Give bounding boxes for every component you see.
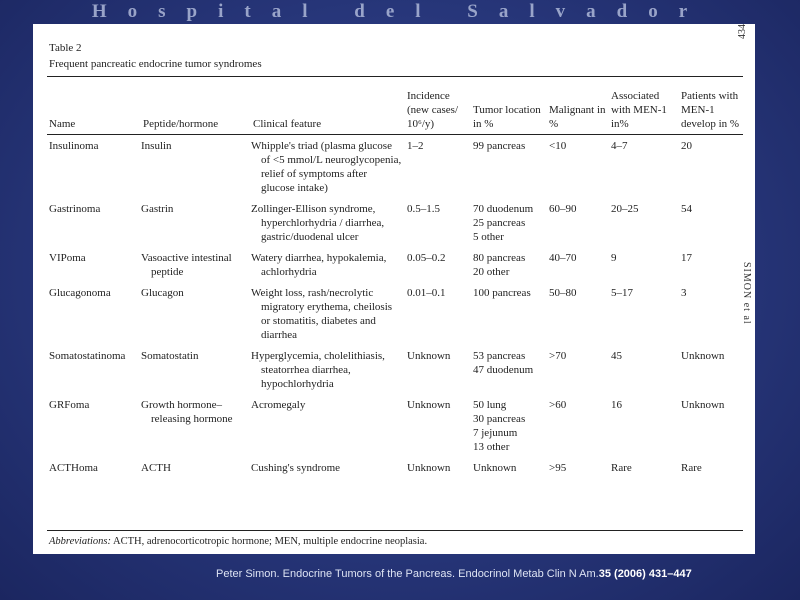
cell-incidence: 0.01–0.1 <box>407 287 446 299</box>
location-line: 47 duodenum <box>473 364 534 376</box>
footnote-label: Abbreviations: <box>49 536 112 547</box>
cell-men1: 9 <box>611 252 617 264</box>
cell-peptide: Somatostatin <box>141 350 199 362</box>
cell-location <box>471 393 547 456</box>
location-line: 53 pancreas <box>473 350 526 362</box>
cell-malignant: >95 <box>549 462 567 474</box>
cell-men1: 5–17 <box>611 287 633 299</box>
table-top-rule <box>47 76 743 77</box>
footnote-text: ACTH, adrenocorticotropic hormone; MEN, multiple endocrine neoplasia. <box>111 536 428 547</box>
citation <box>216 568 692 580</box>
cell-clinical: Hyperglycemia, cholelithiasis, steatorrhea diarrhea, hypochlorhydria <box>251 350 385 390</box>
cell-incidence: 0.5–1.5 <box>407 203 440 215</box>
cell-develop: Unknown <box>681 399 725 411</box>
table-row <box>47 134 743 197</box>
endocrine-tumor-table <box>47 78 743 477</box>
page-number: 434 <box>737 24 748 39</box>
cell-clinical: Cushing's syndrome <box>251 462 341 474</box>
location-line: 50 lung <box>473 399 507 411</box>
cell-location <box>471 246 547 281</box>
location-line: 80 pancreas <box>473 252 526 264</box>
cell-name: Glucagonoma <box>49 287 111 299</box>
cell-malignant: >70 <box>549 350 567 362</box>
column-header: Malignant in % <box>549 104 606 130</box>
cell-incidence: Unknown <box>407 350 451 362</box>
column-header: Name <box>49 118 76 130</box>
cell-incidence: Unknown <box>407 399 451 411</box>
cell-peptide: Growth hormone–releasing hormone <box>141 399 233 425</box>
cell-incidence: 0.05–0.2 <box>407 252 446 264</box>
cell-location <box>471 344 547 393</box>
cell-develop: Rare <box>681 462 702 474</box>
citation-text: Peter Simon. Endocrine Tumors of the Pancreas. Endocrinol Metab Clin N Am. <box>216 568 599 580</box>
abbreviations-footnote <box>49 536 427 547</box>
cell-develop: Unknown <box>681 350 725 362</box>
location-line: 100 pancreas <box>473 287 531 299</box>
column-header: Peptide/hormone <box>143 118 219 130</box>
location-line: 30 pancreas <box>473 413 526 425</box>
cell-location <box>471 281 547 344</box>
cell-malignant: 40–70 <box>549 252 577 264</box>
location-line: 13 other <box>473 441 510 453</box>
column-header: Tumor location in % <box>473 104 541 130</box>
table-header-row <box>47 78 743 134</box>
cell-incidence: 1–2 <box>407 140 424 152</box>
location-line: 25 pancreas <box>473 217 526 229</box>
table-caption: Frequent pancreatic endocrine tumor syndromes <box>49 58 262 70</box>
table-row <box>47 393 743 456</box>
citation-volume: 35 (2006) 431–447 <box>598 568 692 580</box>
table-row <box>47 456 743 477</box>
column-header: Incidence (new cases/ 10⁶/y) <box>407 90 459 130</box>
cell-clinical: Watery diarrhea, hypokalemia, achlorhydria <box>251 252 387 278</box>
cell-incidence: Unknown <box>407 462 451 474</box>
cell-men1: 45 <box>611 350 622 362</box>
location-line: 20 other <box>473 266 510 278</box>
column-header: Patients with MEN-1 develop in % <box>681 90 740 130</box>
column-header: Associated with MEN-1 in% <box>611 90 667 130</box>
document-page <box>33 24 755 554</box>
cell-clinical: Acromegaly <box>251 399 306 411</box>
table-row <box>47 246 743 281</box>
table-body <box>47 134 743 477</box>
table-row <box>47 281 743 344</box>
cell-malignant: <10 <box>549 140 567 152</box>
table-row <box>47 197 743 246</box>
cell-develop: 20 <box>681 140 692 152</box>
cell-name: VIPoma <box>49 252 86 264</box>
cell-men1: 4–7 <box>611 140 628 152</box>
table-row <box>47 344 743 393</box>
cell-develop: 3 <box>681 287 687 299</box>
location-line: Unknown <box>473 462 517 474</box>
cell-name: GRFoma <box>49 399 90 411</box>
cell-men1: 16 <box>611 399 622 411</box>
cell-peptide: Vasoactive intestinal peptide <box>141 252 232 278</box>
cell-men1: 20–25 <box>611 203 639 215</box>
cell-name: Insulinoma <box>49 140 99 152</box>
location-line: 5 other <box>473 231 504 243</box>
column-header: Clinical feature <box>253 118 322 130</box>
hospital-banner: Hospital del Salvador <box>91 1 709 22</box>
cell-peptide: Insulin <box>141 140 172 152</box>
cell-peptide: Gastrin <box>141 203 174 215</box>
cell-malignant: 50–80 <box>549 287 577 299</box>
cell-malignant: >60 <box>549 399 567 411</box>
side-author: SIMON et al <box>741 262 752 325</box>
cell-peptide: Glucagon <box>141 287 184 299</box>
cell-develop: 17 <box>681 252 692 264</box>
location-line: 7 jejunum <box>473 427 518 439</box>
cell-develop: 54 <box>681 203 692 215</box>
location-line: 99 pancreas <box>473 140 526 152</box>
cell-peptide: ACTH <box>141 462 171 474</box>
cell-malignant: 60–90 <box>549 203 577 215</box>
cell-location <box>471 456 547 477</box>
table-bottom-rule <box>47 530 743 531</box>
location-line: 70 duodenum <box>473 203 534 215</box>
table-label: Table 2 <box>49 42 82 54</box>
cell-location <box>471 197 547 246</box>
cell-name: ACTHoma <box>49 462 98 474</box>
cell-location <box>471 134 547 197</box>
cell-name: Somatostatinoma <box>49 350 126 362</box>
cell-men1: Rare <box>611 462 632 474</box>
cell-clinical: Weight loss, rash/necrolytic migratory erythema, cheilosis or stomatitis, diabetes and diarrhea <box>251 287 393 341</box>
cell-name: Gastrinoma <box>49 203 101 215</box>
cell-clinical: Whipple's triad (plasma glucose of <5 mmol/L neuroglycopenia, relief of symptoms after glucose intake) <box>251 140 402 194</box>
cell-clinical: Zollinger-Ellison syndrome, hyperchlorhydria / diarrhea, gastric/duodenal ulcer <box>251 203 385 243</box>
